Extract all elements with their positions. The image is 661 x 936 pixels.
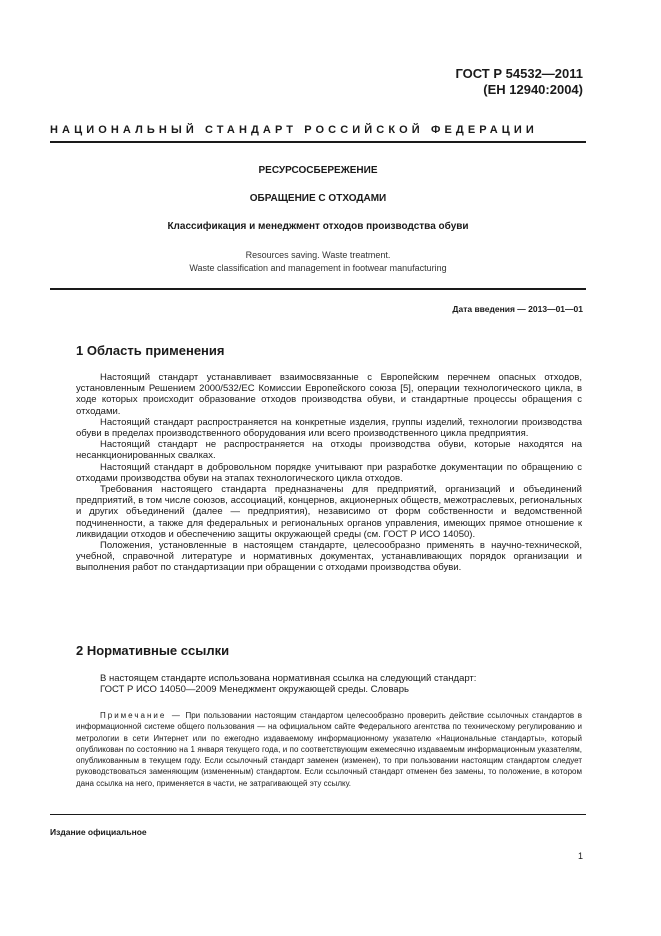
standard-en-number: (ЕН 12940:2004) — [483, 82, 583, 97]
english-title-line-2: Waste classification and management in footwear manufacturing — [189, 263, 447, 273]
title-divider — [50, 288, 586, 290]
english-title-line-1: Resources saving. Waste treatment. — [245, 250, 391, 260]
reference-item: ГОСТ Р ИСО 14050—2009 Менеджмент окружающей среды. Словарь — [100, 684, 409, 696]
intro-date: Дата введения — 2013—01—01 — [452, 304, 583, 314]
national-standard-title: НАЦИОНАЛЬНЫЙ СТАНДАРТ РОССИЙСКОЙ ФЕДЕРАЦИИ — [50, 124, 538, 136]
standard-designation — [455, 66, 583, 98]
section-2-body — [76, 673, 582, 695]
section-1-heading: 1 Область применения — [76, 343, 225, 358]
paragraph: Положения, установленные в настоящем стандарте, целесообразно применять в научно-технической, учебной, справочной литературе и нормативных документах, устанавливающих порядок организации и выполнения работ по стандартизации при обращении с отходами производства обуви. — [76, 540, 582, 574]
section-1-body — [76, 372, 582, 574]
title-line-2: ОБРАЩЕНИЕ С ОТХОДАМИ — [249, 193, 387, 204]
official-edition-label: Издание официальное — [50, 827, 147, 837]
paragraph: В настоящем стандарте использована нормативная ссылка на следующий стандарт: — [100, 673, 477, 684]
footer-divider — [50, 814, 586, 815]
section-2-heading: 2 Нормативные ссылки — [76, 643, 230, 658]
page-number: 1 — [577, 851, 583, 861]
paragraph: Настоящий стандарт устанавливает взаимосвязанные с Европейским перечнем опасных отходов, установленным Решением 2000/532/ЕС Комиссии Европейского союза [5], операции технологического цикла, в ходе которых происходит образование отходов производства обуви, и стандартные процессы обращения с отходами. — [76, 372, 582, 417]
title-line-1: РЕСУРСОСБЕРЕЖЕНИЕ — [258, 165, 378, 176]
paragraph: Настоящий стандарт распространяется на конкретные изделия, группы изделий, технологии производства обуви в пределах производственного оборудования или всего производственного цикла предприятия. — [76, 416, 582, 440]
title-line-3: Классификация и менеджмент отходов производства обуви — [167, 221, 469, 232]
standard-number: ГОСТ Р 54532—2011 — [455, 66, 583, 81]
header-divider — [50, 141, 586, 143]
english-title — [50, 249, 586, 275]
note-label: Примечание — — [100, 711, 182, 720]
paragraph: Настоящий стандарт не распространяется на отходы производства обуви, которые находятся на несанкционированных свалках. — [76, 439, 582, 462]
paragraph: Настоящий стандарт в добровольном порядке учитывают при разработке документации по обращению с отходами производства обуви на этапах технологического цикла отходов. — [76, 461, 582, 484]
note-text: При пользовании настоящим стандартом целесообразно проверить действие ссылочных стандартов в информационной системе общего пользования — на официальном сайте Федерального агентства по техническому регулированию и метрологии в сети Интернет или по ежегодно издаваемому информационному указателю «Национальные стандарты», который опубликован по состоянию на 1 января текущего года, и по соответствующим ежемесячно издаваемым информационным указателям, опубликованным в текущем году. Если ссылочный стандарт заменен (изменен), то при пользовании настоящим стандартом следует руководствоваться заменяющим (измененным) стандартом. Если ссылочный стандарт отменен без замены, то положение, в котором дана ссылка на него, применяется в части, не затрагивающей эту ссылку. — [76, 711, 582, 788]
note — [76, 710, 582, 789]
paragraph: Требования настоящего стандарта предназначены для предприятий, организаций и объединений предприятий, в том числе союзов, ассоциаций, концернов, акционерных обществ, межотраслевых, региональных и других объединений (далее — предприятия), независимо от форм собственности и ведомственной подчиненности, а также для федеральных и региональных органов управления, имеющих прямое отношение к ликвидации отходов и обеспечению защиты окружающей среды (см. ГОСТ Р ИСО 14050). — [76, 484, 582, 540]
